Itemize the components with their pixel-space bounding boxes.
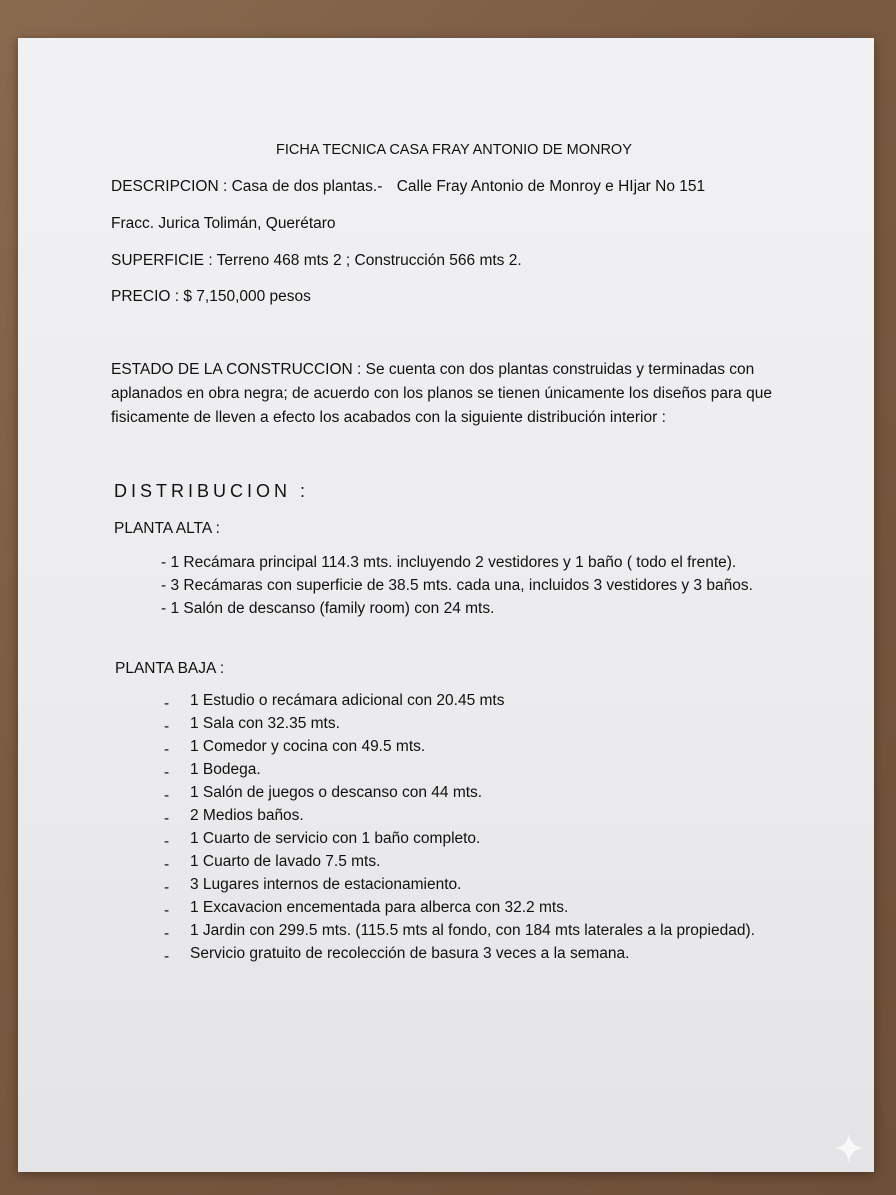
descripcion-line [111, 179, 705, 195]
document-page [18, 38, 874, 1172]
list-item: 3 Lugares internos de estacionamiento. [190, 876, 462, 893]
superficie-label: SUPERFICIE : [111, 252, 213, 269]
list-bullet: - [164, 741, 170, 758]
precio-label: PRECIO : [111, 288, 180, 305]
estado-line-1 [111, 362, 754, 378]
planta-alta-label: PLANTA ALTA : [114, 520, 220, 537]
list-bullet: - [164, 856, 170, 873]
document-title: FICHA TECNICA CASA FRAY ANTONIO DE MONROY [276, 142, 632, 158]
superficie-value: Terreno 468 mts 2 ; Construcción 566 mts 2. [216, 252, 522, 269]
list-item: 1 Estudio o recámara adicional con 20.45 mts [190, 692, 505, 709]
planta-alta-item: - 3 Recámaras con superficie de 38.5 mts. cada una, incluidos 3 vestidores y 3 baños. [161, 577, 753, 594]
descripcion-label: DESCRIPCION : [111, 178, 228, 195]
planta-baja-label: PLANTA BAJA : [115, 660, 225, 677]
descripcion-value: Casa de dos plantas.- [231, 178, 383, 195]
planta-alta-item: - 1 Salón de descanso (family room) con 24 mts. [161, 600, 495, 617]
list-item: 1 Excavacion encementada para alberca con 32.2 mts. [190, 899, 569, 916]
list-item: 1 Cuarto de servicio con 1 baño completo. [190, 830, 481, 847]
list-bullet: - [164, 948, 170, 965]
list-item: 1 Sala con 32.35 mts. [190, 715, 340, 732]
superficie-line [111, 253, 522, 269]
list-item: 1 Bodega. [190, 761, 261, 778]
descripcion-address: Calle Fray Antonio de Monroy e HIjar No 151 [396, 178, 706, 195]
list-bullet: - [164, 879, 170, 896]
list-bullet: - [164, 695, 170, 712]
list-bullet: - [164, 925, 170, 942]
distribucion-heading: DISTRIBUCION : [114, 481, 310, 501]
list-item: Servicio gratuito de recolección de basura 3 veces a la semana. [190, 945, 630, 962]
list-item: 1 Salón de juegos o descanso con 44 mts. [190, 784, 483, 801]
list-bullet: - [164, 764, 170, 781]
precio-value: $ 7,150,000 pesos [183, 288, 311, 305]
list-bullet: - [164, 810, 170, 827]
list-bullet: - [164, 833, 170, 850]
list-item: 1 Comedor y cocina con 49.5 mts. [190, 738, 426, 755]
precio-line [111, 289, 311, 305]
list-item: 2 Medios baños. [190, 807, 304, 824]
planta-alta-item: - 1 Recámara principal 114.3 mts. incluyendo 2 vestidores y 1 baño ( todo el frente). [161, 554, 737, 571]
sparkle-icon [832, 1131, 866, 1165]
list-bullet: - [164, 787, 170, 804]
estado-text-1: Se cuenta con dos plantas construidas y terminadas con [365, 361, 755, 378]
descripcion-locality: Fracc. Jurica Tolimán, Querétaro [111, 215, 336, 232]
estado-line-3: fisicamente de lleven a efecto los acabados con la siguiente distribución interior : [111, 409, 666, 426]
list-item: 1 Cuarto de lavado 7.5 mts. [190, 853, 381, 870]
list-bullet: - [164, 902, 170, 919]
list-bullet: - [164, 718, 170, 735]
estado-label: ESTADO DE LA CONSTRUCCION : [111, 361, 362, 378]
list-item: 1 Jardin con 299.5 mts. (115.5 mts al fondo, con 184 mts laterales a la propiedad). [190, 922, 755, 939]
estado-line-2: aplanados en obra negra; de acuerdo con los planos se tienen únicamente los diseños para que [111, 385, 772, 402]
